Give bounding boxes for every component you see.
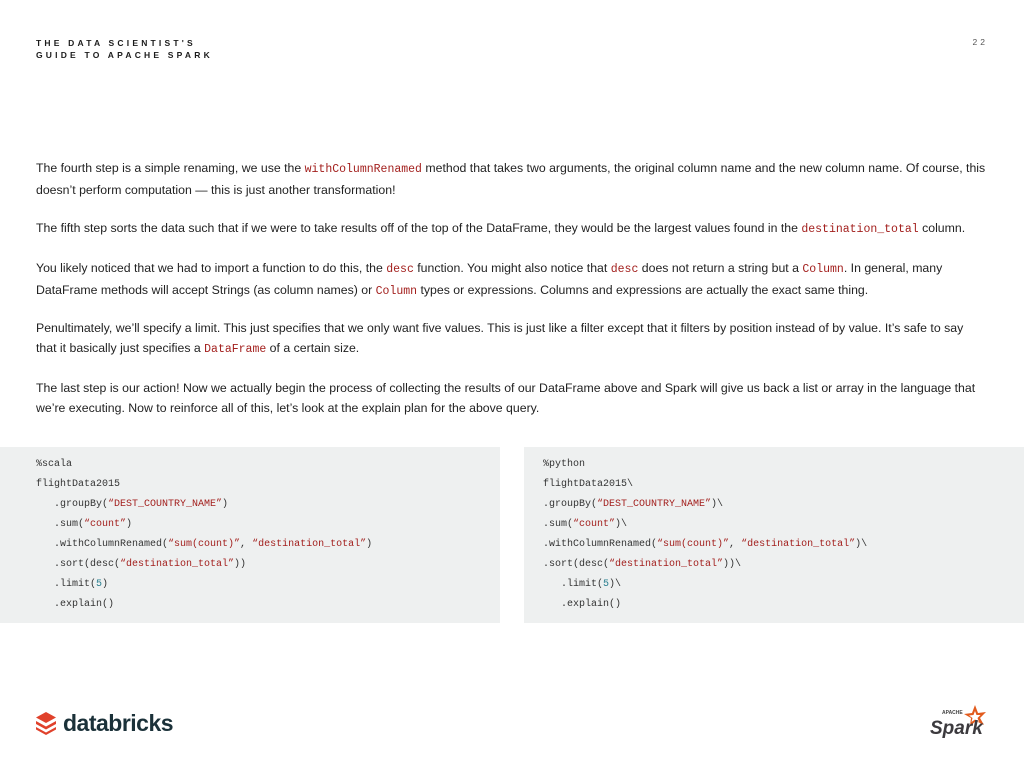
paragraph-import <box>36 258 986 302</box>
document-header <box>36 37 213 61</box>
inline-code: Column <box>375 285 418 298</box>
inline-code: Column <box>802 263 844 276</box>
header-title-line2: GUIDE TO APACHE SPARK <box>36 50 213 60</box>
page-number: 22 <box>972 37 988 47</box>
inline-code: DataFrame <box>204 343 267 356</box>
code-line: flightData2015 <box>36 479 121 490</box>
paragraph-text: column. <box>918 221 966 235</box>
paragraph-text: Penultimately, we’ll specify a limit. This just specifies that we only want five values. This is just like a filter except that it filters by position instead of by value. It’s safe to say that it basically just specifies a <box>36 321 964 355</box>
paragraph-text: The fifth step sorts the data such that if we were to take results off of the top of the DataFrame, they would be the largest values found in the <box>36 221 802 235</box>
code-line: %python <box>543 459 586 470</box>
paragraph-sort <box>36 218 986 240</box>
code-block-scala <box>0 447 500 623</box>
databricks-stack-icon <box>35 711 57 735</box>
code-line: .sum(“count”)\ <box>543 519 628 530</box>
code-line: .groupBy(“DEST_COUNTRY_NAME”)\ <box>543 499 724 510</box>
paragraph-text: The fourth step is a simple renaming, we use the <box>36 161 305 175</box>
code-line: .explain() <box>36 599 115 610</box>
inline-code: desc <box>386 263 414 276</box>
spark-apache-label: APACHE <box>942 710 963 716</box>
code-line: .limit(5)\ <box>543 579 622 590</box>
databricks-wordmark: databricks <box>63 709 174 736</box>
paragraph-limit <box>36 318 986 360</box>
paragraph-text: does not return a string but a <box>638 261 803 275</box>
paragraph-text: of a certain size. <box>266 341 360 355</box>
spark-wordmark: Spark <box>930 718 983 739</box>
code-line: .sort(desc(“destination_total”))\ <box>543 559 742 570</box>
apache-spark-logo <box>928 703 990 739</box>
paragraph-text: function. You might also notice that <box>413 261 611 275</box>
paragraph-text: . In general, many DataFrame methods will accept Strings (as column names) or <box>36 261 943 297</box>
databricks-logo <box>35 708 173 738</box>
inline-code: withColumnRenamed <box>304 163 422 176</box>
inline-code: desc <box>610 263 639 276</box>
paragraph-rename <box>36 158 986 200</box>
paragraph-action <box>36 378 986 418</box>
code-line: .explain() <box>543 599 622 610</box>
code-line: .groupBy(“DEST_COUNTRY_NAME”) <box>36 499 229 510</box>
paragraph-text: You likely noticed that we had to import a function to do this, the <box>36 261 387 275</box>
inline-code: destination_total <box>801 223 919 236</box>
code-line: .sort(desc(“destination_total”)) <box>36 559 247 570</box>
paragraph-text: types or expressions. Columns and expressions are actually the exact same thing. <box>417 283 869 297</box>
code-line: .withColumnRenamed(“sum(count)”, “destination_total”) <box>36 539 373 550</box>
code-block-python <box>524 447 1024 623</box>
code-line: flightData2015\ <box>543 479 634 490</box>
code-line: .limit(5) <box>36 579 109 590</box>
code-line: .withColumnRenamed(“sum(count)”, “destination_total”)\ <box>543 539 868 550</box>
header-title-line1: THE DATA SCIENTIST'S <box>36 38 196 48</box>
code-line: .sum(“count”) <box>36 519 133 530</box>
paragraph-text: The last step is our action! Now we actually begin the process of collecting the results of our DataFrame above and Spark will give us back a list or array in the language that we’re executing. Now to reinforce all of this, let’s look at the explain plan for the above query. <box>36 381 976 415</box>
code-line: %scala <box>36 459 73 470</box>
paragraph-text: method that takes two arguments, the original column name and the new column name. Of course, this doesn’t perform computation — this is just another transformation! <box>36 161 986 197</box>
